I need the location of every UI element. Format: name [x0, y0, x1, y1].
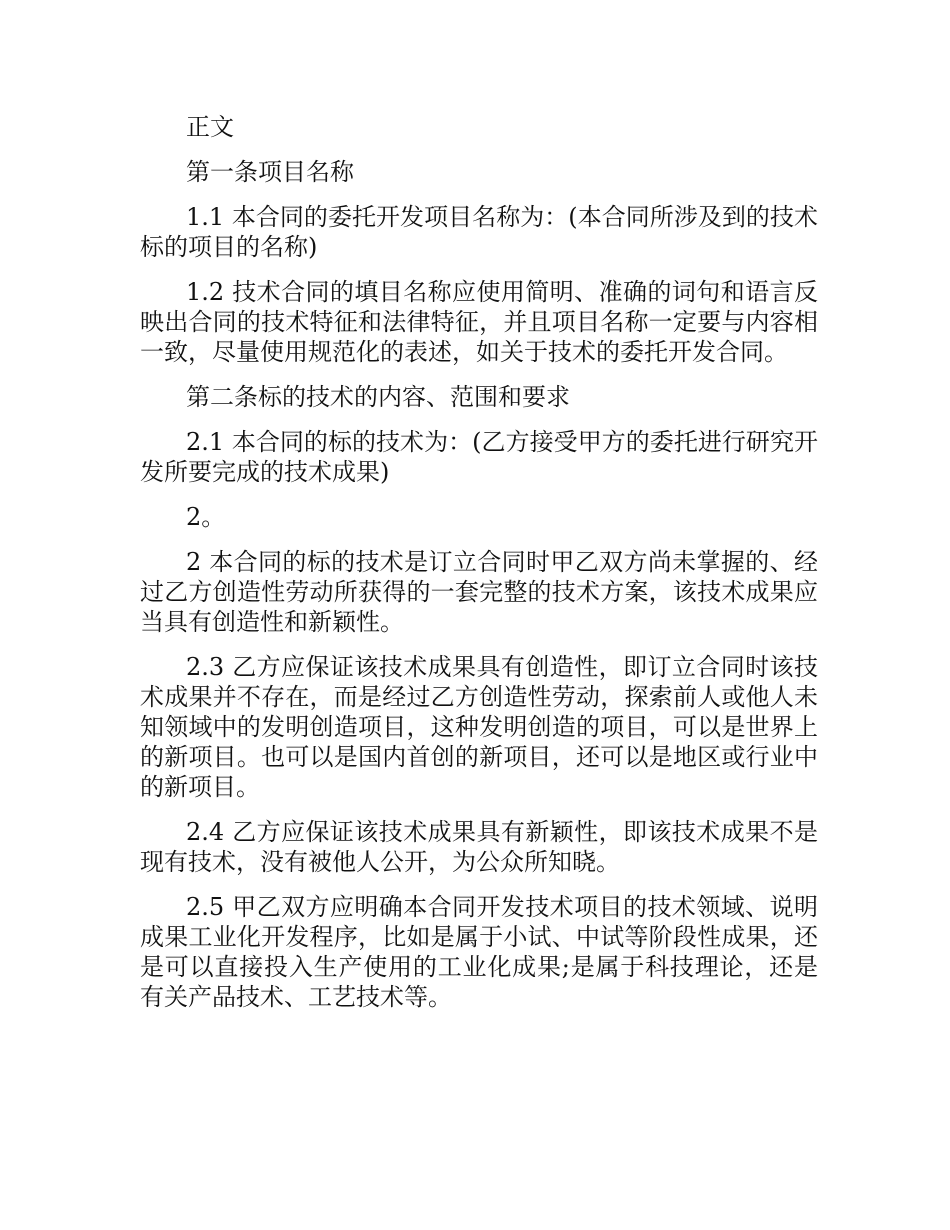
clause-1-1: 1.1 本合同的委托开发项目名称为：(本合同所涉及到的技术标的项目的名称) [140, 203, 818, 261]
article-1-heading: 第一条项目名称 [186, 158, 354, 186]
clause-2-5: 2.5 甲乙双方应明确本合同开发技术项目的技术领域、说明成果工业化开发程序，比如是属于小试、中试等阶段性成果，还是可以直接投入生产使用的工业化成果;是属于科技理论，还是有关产品技术、工艺技术等。 [140, 893, 818, 1011]
clause-2-1: 2.1 本合同的标的技术为：(乙方接受甲方的委托进行研究开发所要完成的技术成果) [140, 428, 818, 486]
document-page [140, 112, 818, 1027]
clause-2-2: 2 本合同的标的技术是订立合同时甲乙双方尚未掌握的、经过乙方创造性劳动所获得的一套完整的技术方案，该技术成果应当具有创造性和新颖性。 [140, 548, 818, 636]
clause-2-4: 2.4 乙方应保证该技术成果具有新颖性，即该技术成果不是现有技术，没有被他人公开，为公众所知晓。 [140, 818, 818, 876]
clause-2-fragment: 2。 [186, 503, 226, 531]
article-2-heading: 第二条标的技术的内容、范围和要求 [186, 383, 570, 411]
clause-2-3: 2.3 乙方应保证该技术成果具有创造性，即订立合同时该技术成果并不存在，而是经过乙方创造性劳动，探索前人或他人未知领域中的发明创造项目，这种发明创造的项目，可以是世界上的新项目。也可以是国内首创的新项目，还可以是地区或行业中的新项目。 [140, 653, 818, 801]
clause-1-2: 1.2 技术合同的填目名称应使用简明、准确的词句和语言反映出合同的技术特征和法律特征，并且项目名称一定要与内容相一致，尽量使用规范化的表述，如关于技术的委托开发合同。 [140, 278, 818, 366]
section-heading-main-text: 正文 [186, 113, 234, 141]
